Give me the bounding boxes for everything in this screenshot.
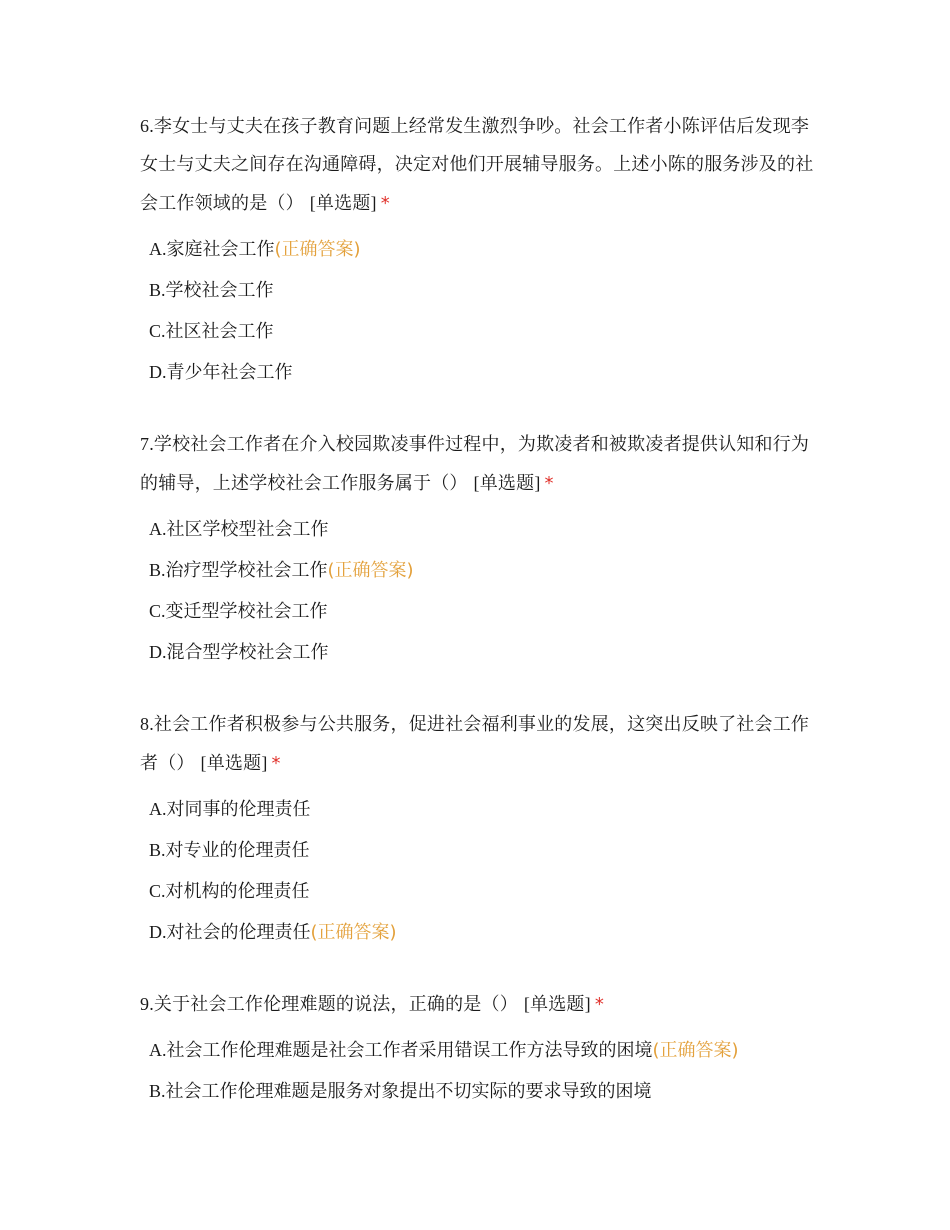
option-c[interactable] (140, 871, 820, 912)
option-text: 混合型学校社会工作 (166, 642, 329, 663)
question-number: 7. (140, 434, 154, 454)
question-number: 9. (140, 994, 154, 1014)
question-type-tag: [单选题] (523, 994, 591, 1014)
question-type-tag: [单选题] (309, 193, 377, 213)
option-text: 对社会的伦理责任 (166, 922, 311, 943)
option-b[interactable] (140, 550, 820, 591)
option-letter: D. (149, 642, 167, 662)
option-letter: C. (149, 601, 166, 621)
option-letter: C. (149, 881, 166, 901)
option-d[interactable] (140, 352, 820, 393)
option-text: 对机构的伦理责任 (165, 881, 310, 902)
option-letter: D. (149, 922, 167, 942)
option-letter: B. (149, 560, 166, 580)
question-6 (140, 107, 820, 393)
option-text: 家庭社会工作 (166, 239, 275, 260)
option-list (140, 229, 820, 393)
option-text: 青少年社会工作 (166, 362, 293, 383)
question-stem (140, 425, 820, 503)
question-8 (140, 705, 820, 953)
option-text: 对专业的伦理责任 (165, 840, 310, 861)
option-a[interactable] (140, 1030, 820, 1071)
option-text: 变迁型学校社会工作 (165, 601, 328, 622)
correct-answer-label: (正确答案) (274, 239, 361, 260)
option-b[interactable] (140, 830, 820, 871)
question-type-tag: [单选题] (473, 473, 541, 493)
question-number: 8. (140, 714, 154, 734)
question-stem (140, 985, 820, 1024)
question-number: 6. (140, 116, 154, 136)
option-d[interactable] (140, 632, 820, 673)
option-c[interactable] (140, 591, 820, 632)
option-list (140, 1030, 820, 1112)
option-list (140, 509, 820, 673)
option-letter: D. (149, 362, 167, 382)
question-text: 关于社会工作伦理难题的说法，正确的是（） (153, 994, 518, 1015)
option-letter: B. (149, 1081, 166, 1101)
option-letter: A. (149, 519, 167, 539)
option-c[interactable] (140, 311, 820, 352)
option-text: 社区社会工作 (165, 321, 274, 342)
required-mark: * (544, 473, 554, 494)
question-text: 李女士与丈夫在孩子教育问题上经常发生激烈争吵。社会工作者小陈评估后发现李女士与丈夫之间存在沟通障碍，决定对他们开展辅导服务。上述小陈的服务涉及的社会工作领域的是（） (140, 116, 814, 214)
option-letter: C. (149, 321, 166, 341)
option-letter: A. (149, 799, 167, 819)
question-7 (140, 425, 820, 673)
required-mark: * (271, 753, 281, 774)
correct-answer-label: (正确答案) (310, 922, 397, 943)
correct-answer-label: (正确答案) (652, 1040, 739, 1061)
option-letter: A. (149, 239, 167, 259)
option-letter: A. (149, 1040, 167, 1060)
question-stem (140, 107, 820, 223)
option-a[interactable] (140, 789, 820, 830)
question-type-tag: [单选题] (200, 753, 268, 773)
required-mark: * (380, 193, 390, 214)
option-text: 社会工作伦理难题是社会工作者采用错误工作方法导致的困境 (166, 1040, 653, 1061)
required-mark: * (594, 994, 605, 1015)
question-9 (140, 985, 820, 1112)
option-d[interactable] (140, 912, 820, 953)
option-b[interactable] (140, 1071, 820, 1112)
option-a[interactable] (140, 229, 820, 270)
option-text: 社区学校型社会工作 (166, 519, 329, 540)
option-list (140, 789, 820, 953)
correct-answer-label: (正确答案) (327, 560, 414, 581)
option-text: 社会工作伦理难题是服务对象提出不切实际的要求导致的困境 (165, 1081, 652, 1102)
question-stem (140, 705, 820, 783)
option-letter: B. (149, 840, 166, 860)
option-text: 学校社会工作 (165, 280, 274, 301)
option-text: 对同事的伦理责任 (166, 799, 311, 820)
option-a[interactable] (140, 509, 820, 550)
option-text: 治疗型学校社会工作 (165, 560, 328, 581)
question-text: 学校社会工作者在介入校园欺凌事件过程中，为欺凌者和被欺凌者提供认知和行为的辅导，上述学校社会工作服务属于（） (140, 434, 810, 494)
option-b[interactable] (140, 270, 820, 311)
question-text: 社会工作者积极参与公共服务，促进社会福利事业的发展，这突出反映了社会工作者（） (140, 714, 810, 774)
option-letter: B. (149, 280, 166, 300)
